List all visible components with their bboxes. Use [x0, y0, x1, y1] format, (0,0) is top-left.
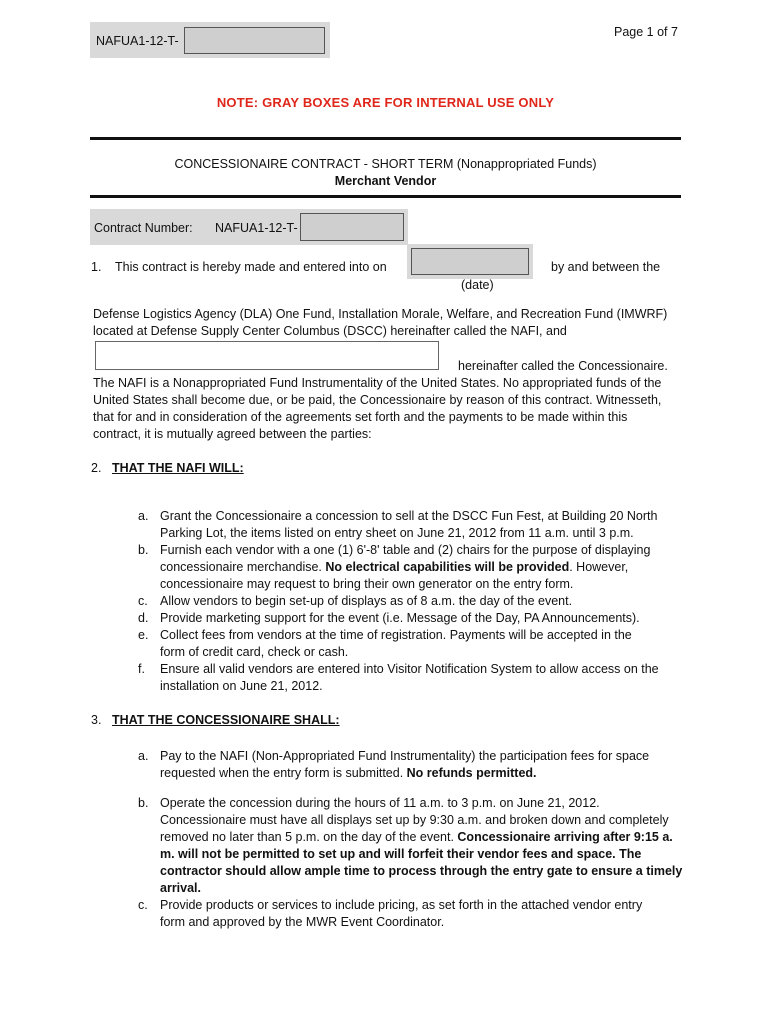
item-marker: b. — [138, 543, 149, 557]
concessionaire-name-input[interactable] — [95, 341, 439, 370]
item-text: Operate the concession during the hours of 11 a.m. to 3 p.m. on June 21, 2012. — [160, 796, 600, 810]
section3-item-c — [138, 897, 688, 931]
item-marker: c. — [138, 594, 148, 608]
top-rule — [90, 137, 681, 140]
item-text-pre: concessionaire merchandise. — [160, 560, 326, 574]
item-marker: e. — [138, 628, 149, 642]
section3-heading: THAT THE CONCESSIONAIRE SHALL: — [112, 713, 340, 727]
item-text: form and approved by the MWR Event Coordinator. — [160, 915, 445, 929]
item-text-pre: requested when the entry form is submitted. — [160, 766, 407, 780]
contract-number-prefix: NAFUA1-12-T- — [215, 221, 298, 235]
section2-number: 2. — [91, 461, 102, 475]
no-refunds-notice: No refunds permitted. — [406, 766, 537, 780]
internal-use-note: NOTE: GRAY BOXES ARE FOR INTERNAL USE ONLY — [216, 95, 555, 110]
item-text: concessionaire may request to bring their own generator on the entry form. — [160, 577, 574, 591]
section2-item-f — [138, 661, 688, 695]
title-rule — [90, 195, 681, 198]
section2-heading: THAT THE NAFI WILL: — [112, 461, 244, 475]
item-marker: a. — [138, 509, 149, 523]
section3-number: 3. — [91, 713, 102, 727]
para1-number: 1. — [91, 260, 102, 274]
item-text: Pay to the NAFI (Non-Appropriated Fund Instrumentality) the participation fees for space — [160, 749, 650, 763]
item-text: Furnish each vendor with a one (1) 6'-8' table and (2) chairs for the purpose of displaying — [160, 543, 651, 557]
item-text: Collect fees from vendors at the time of registration. Payments will be accepted in the — [160, 628, 632, 642]
item-text-mixed — [160, 829, 688, 846]
late-arrival-notice-line: arrival. — [160, 881, 202, 895]
item-text: Parking Lot, the items listed on entry sheet on June 21, 2012 from 11 a.m. until 3 p.m. — [160, 526, 634, 540]
section2-item-e — [138, 627, 688, 661]
section2-item-a — [138, 508, 688, 542]
date-label: (date) — [461, 278, 494, 292]
contract-number-input[interactable] — [300, 213, 404, 241]
header-code: NAFUA1-12-T- — [96, 34, 179, 48]
item-text: Grant the Concessionaire a concession to sell at the DSCC Fun Fest, at Building 20 North — [160, 509, 658, 523]
item-text-post: . However, — [569, 560, 629, 574]
item-marker: b. — [138, 796, 149, 810]
section3-item-a — [138, 748, 688, 782]
parties-body-line: contract, it is mutually agreed between the parties: — [93, 427, 372, 441]
item-marker: c. — [138, 898, 148, 912]
header-code-input[interactable] — [184, 27, 325, 54]
item-text: form of credit card, check or cash. — [160, 645, 349, 659]
section2-item-c — [138, 593, 688, 610]
late-arrival-notice: Concessionaire arriving after 9:15 a. — [457, 830, 673, 844]
item-marker: f. — [138, 662, 145, 676]
parties-line2: located at Defense Supply Center Columbus (DSCC) hereinafter called the NAFI, and — [93, 324, 567, 338]
item-text-pre: removed no later than 5 p.m. on the day of the event. — [160, 830, 458, 844]
section2-item-b — [138, 542, 688, 593]
contract-number-label: Contract Number: — [94, 221, 193, 235]
date-input[interactable] — [411, 248, 529, 275]
section3-item-b — [138, 795, 688, 897]
contract-subtitle: Merchant Vendor — [334, 174, 437, 188]
parties-body — [93, 375, 693, 443]
no-electrical-notice: No electrical capabilities will be provided — [325, 560, 570, 574]
late-arrival-notice-line: m. will not be permitted to set up and will forfeit their vendor fees and space. The — [160, 847, 642, 861]
item-text: Provide products or services to include pricing, as set forth in the attached vendor entry — [160, 898, 643, 912]
item-text: Allow vendors to begin set-up of displays as of 8 a.m. the day of the event. — [160, 594, 573, 608]
item-text-mixed — [160, 765, 688, 782]
item-text: Concessionaire must have all displays set up by 9:30 a.m. and broken down and completely — [160, 813, 669, 827]
parties-body-line: The NAFI is a Nonappropriated Fund Instrumentality of the United States. No appropriated funds of the — [93, 376, 662, 390]
para1-text: This contract is hereby made and entered into on — [115, 260, 387, 274]
late-arrival-notice-line: contractor should allow ample time to process through the entry gate to ensure a timely — [160, 864, 683, 878]
item-text: Provide marketing support for the event (i.e. Message of the Day, PA Announcements). — [160, 611, 640, 625]
parties-body-line: United States shall become due, or be paid, the Concessionaire by reason of this contract. Witnesseth, — [93, 393, 662, 407]
item-marker: a. — [138, 749, 149, 763]
item-marker: d. — [138, 611, 149, 625]
item-text: installation on June 21, 2012. — [160, 679, 323, 693]
section2-item-d — [138, 610, 688, 627]
para1-between: by and between the — [551, 260, 661, 274]
contract-title: CONCESSIONAIRE CONTRACT - SHORT TERM (Nonappropriated Funds) — [174, 157, 597, 171]
item-text: Ensure all valid vendors are entered into Visitor Notification System to allow access on the — [160, 662, 659, 676]
parties-line1: Defense Logistics Agency (DLA) One Fund, Installation Morale, Welfare, and Recreation Fund (IMWRF) — [93, 307, 668, 321]
page-indicator: Page 1 of 7 — [614, 25, 678, 39]
concessionaire-suffix: hereinafter called the Concessionaire. — [458, 359, 668, 373]
parties-body-line: that for and in consideration of the agreements set forth and the payments to be made within this — [93, 410, 628, 424]
item-text-mixed — [160, 559, 688, 576]
